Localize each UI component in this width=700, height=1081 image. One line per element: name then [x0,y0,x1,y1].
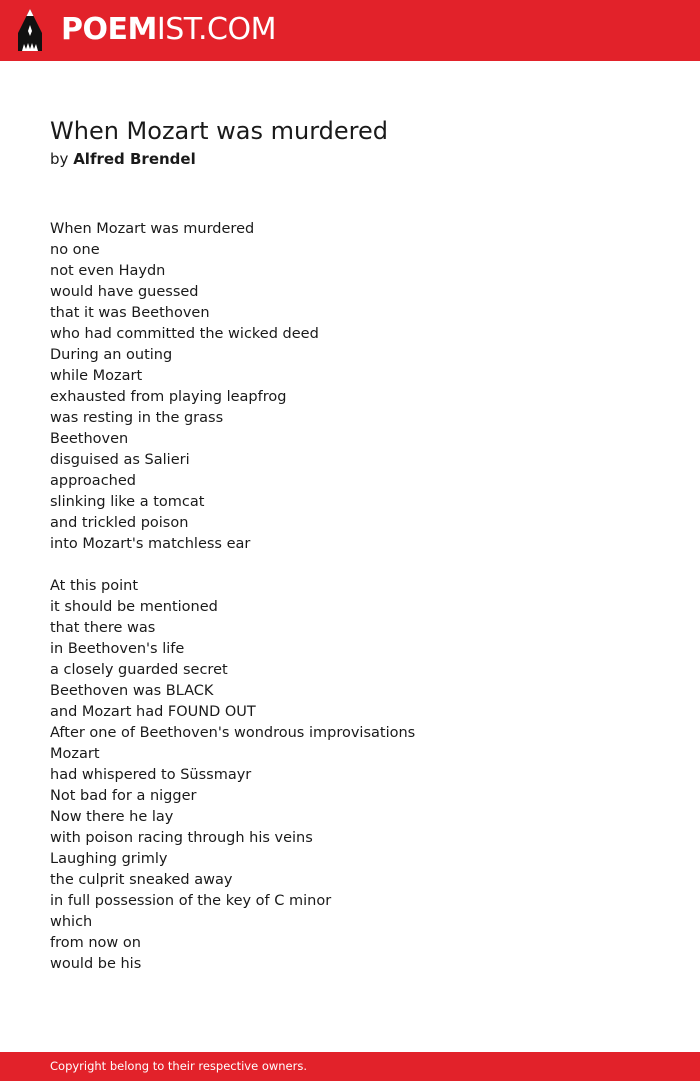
poem-line: would be his [50,956,142,972]
poem-line: slinking like a tomcat [50,494,205,510]
poem-line: Beethoven [50,431,129,447]
site-footer [0,1052,700,1081]
poem-title: When Mozart was murdered [50,117,388,145]
poem-line: in full possession of the key of C minor [50,893,332,909]
poem-line: approached [50,473,136,489]
poem-container [50,112,650,996]
poem-line: When Mozart was murdered [50,221,255,237]
logo-text-bold: POEM [61,12,157,47]
poem-line: would have guessed [50,284,199,300]
poem-line: with poison racing through his veins [50,830,313,846]
poem-line: At this point [50,578,139,594]
poem-line: that there was [50,620,156,636]
poem-line: disguised as Salieri [50,452,190,468]
poem-line: a closely guarded secret [50,662,228,678]
poem-line: in Beethoven's life [50,641,185,657]
logo-text-light: IST.COM [156,12,276,47]
poem-line: from now on [50,935,141,951]
poem-line: Laughing grimly [50,851,168,867]
poem-line: while Mozart [50,368,143,384]
poem-author: Alfred Brendel [73,150,196,168]
poem-byline [50,150,650,169]
byline-prefix: by [50,150,69,168]
poem-line: Not bad for a nigger [50,788,197,804]
poem-line: not even Haydn [50,263,166,279]
poem-line: and Mozart had FOUND OUT [50,704,256,720]
footer-copyright: Copyright belong to their respective owners. [50,1059,308,1073]
poem-line: After one of Beethoven's wondrous improvisations [50,725,416,741]
poem-line: the culprit sneaked away [50,872,233,888]
poem-line: Mozart [50,746,100,762]
site-logo-text [61,8,276,52]
poem-stanza [50,219,650,555]
poem-line: that it was Beethoven [50,305,210,321]
poem-line: into Mozart's matchless ear [50,536,251,552]
poem-line: had whispered to Süssmayr [50,767,252,783]
poem-line: exhausted from playing leapfrog [50,389,287,405]
poem-line: Beethoven was BLACK [50,683,214,699]
pencil-logo-icon [16,8,44,52]
poem-line: no one [50,242,100,258]
poem-line: During an outing [50,347,173,363]
poem-line: was resting in the grass [50,410,224,426]
site-logo-link[interactable] [16,8,276,52]
poem-line: it should be mentioned [50,599,218,615]
poem-line: who had committed the wicked deed [50,326,319,342]
poem-line: Now there he lay [50,809,174,825]
poem-stanza [50,576,650,975]
poem-line: and trickled poison [50,515,189,531]
poem-line: which [50,914,93,930]
site-header [0,0,700,61]
poem-body [50,219,650,975]
